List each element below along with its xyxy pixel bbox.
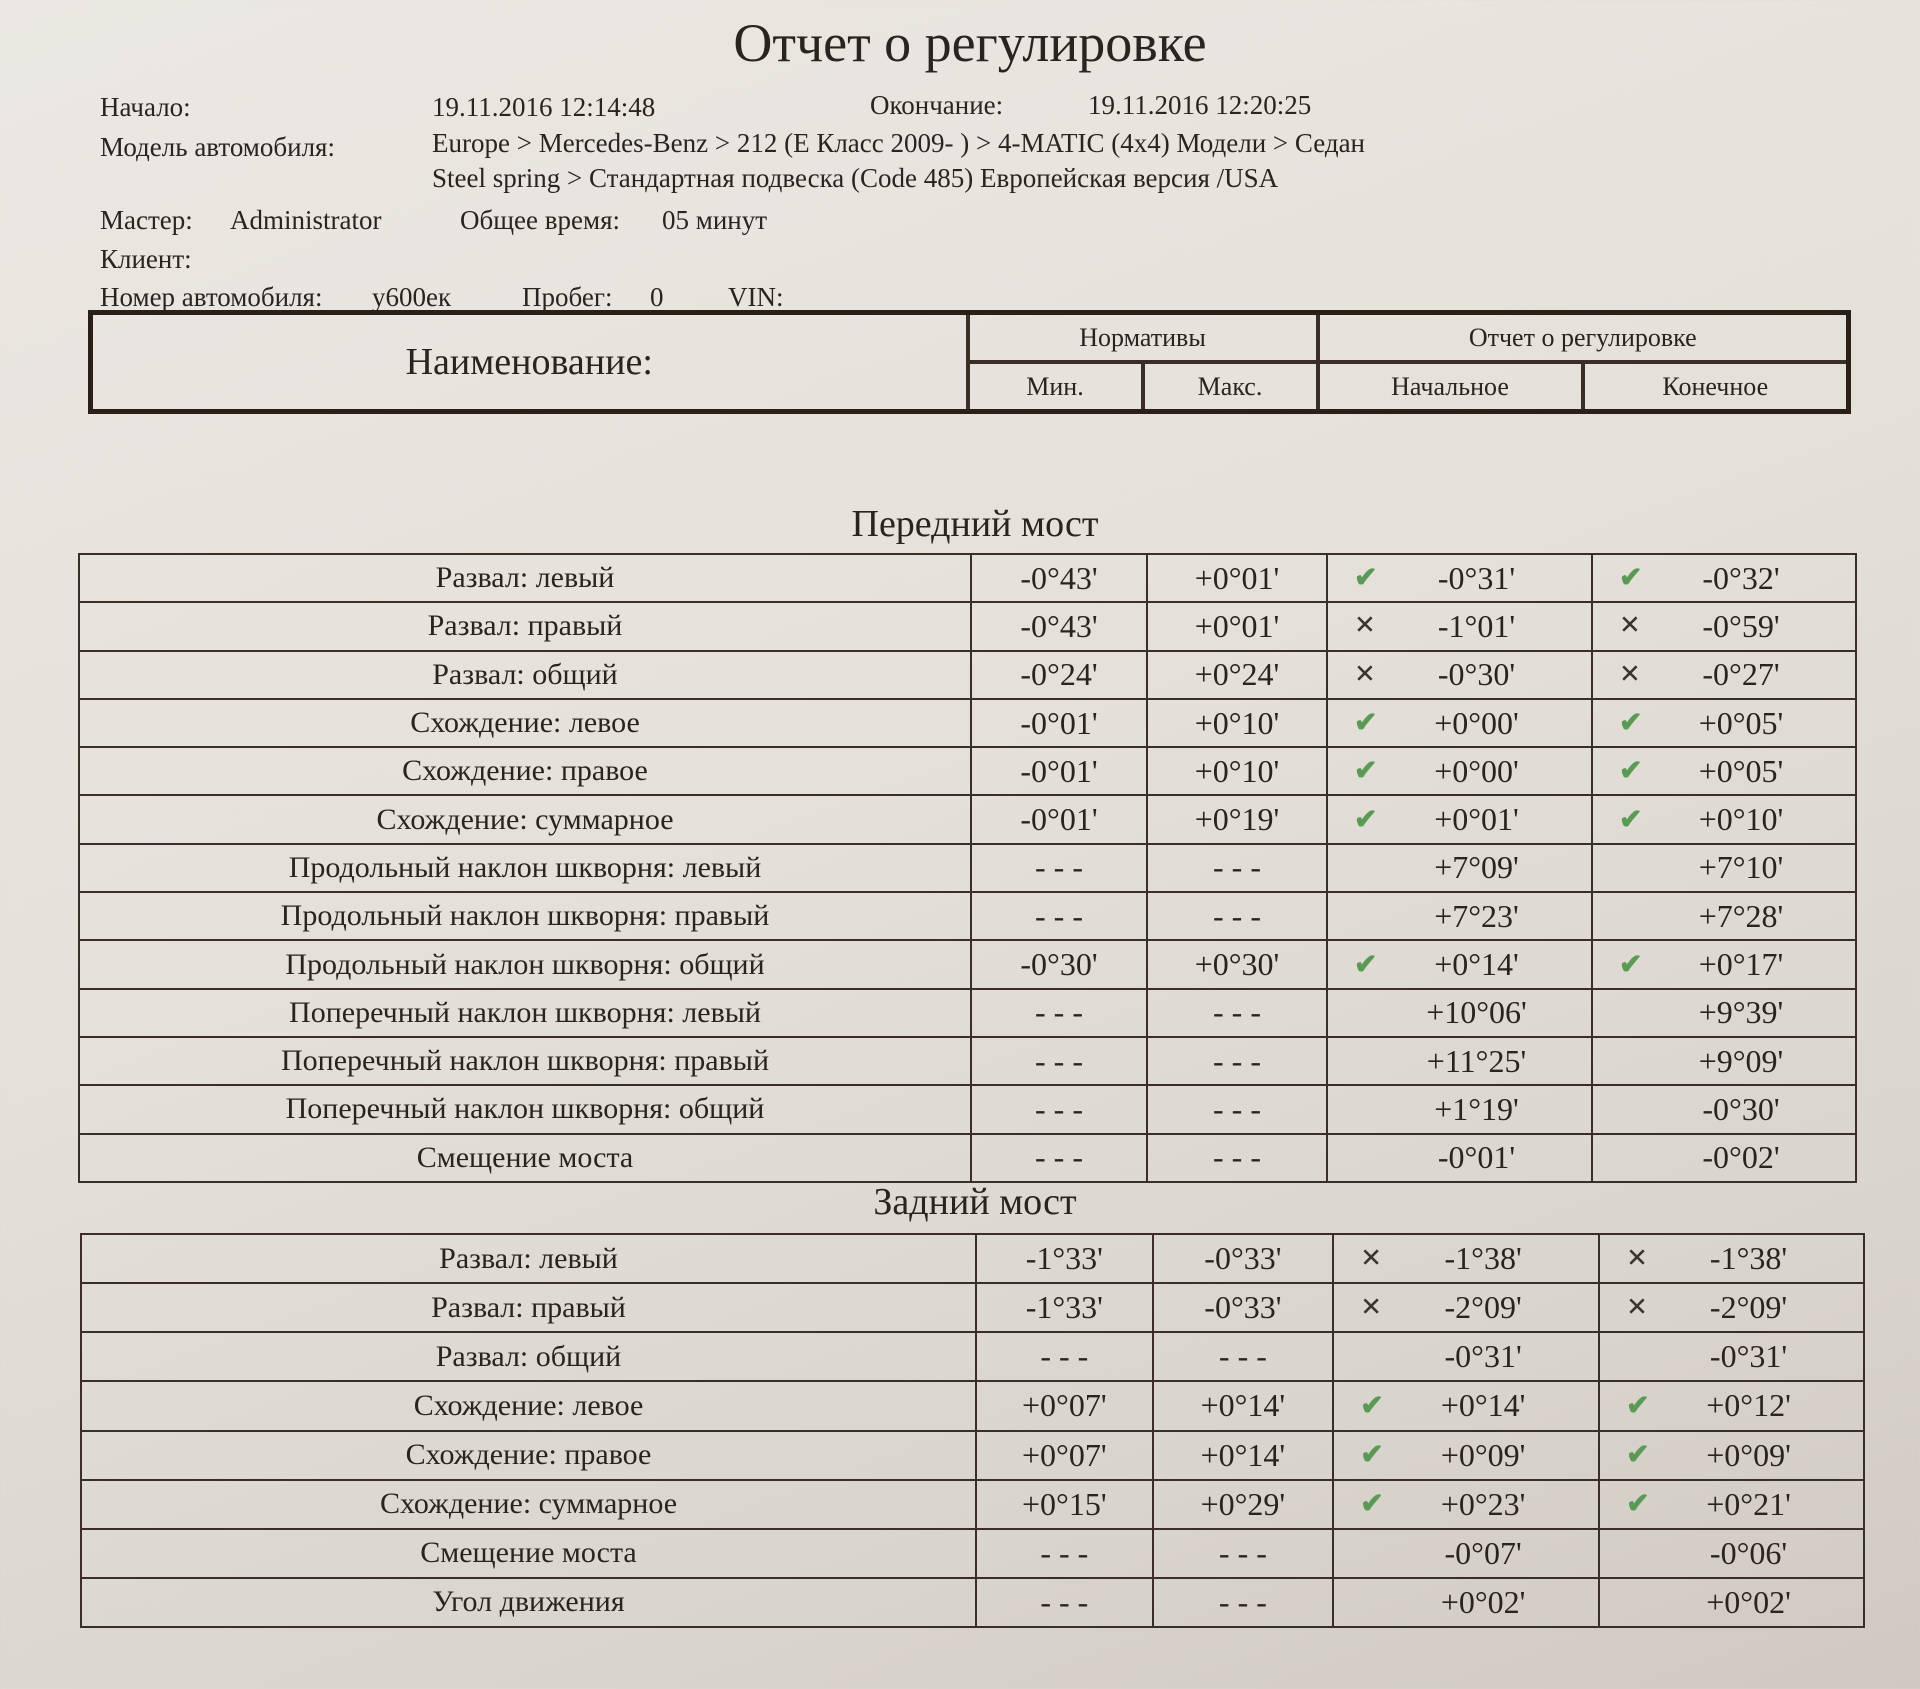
max-value: +0°14' — [1153, 1431, 1334, 1480]
initial-cell — [1333, 1234, 1599, 1283]
vin-label: VIN: — [728, 282, 784, 312]
table-row — [79, 1037, 1856, 1085]
final-cell — [1592, 844, 1856, 892]
table-row — [79, 602, 1856, 650]
final-value: +0°17' — [1698, 946, 1784, 983]
min-value: +0°07' — [976, 1431, 1153, 1480]
min-value: - - - — [976, 1332, 1153, 1381]
initial-cell — [1327, 1134, 1592, 1182]
header-norms: Нормативы — [968, 313, 1318, 363]
end-value: 19.11.2016 12:20:25 — [1088, 90, 1312, 120]
parameter-name: Схождение: левое — [81, 1381, 976, 1430]
initial-cell — [1327, 844, 1592, 892]
final-value: -0°31' — [1709, 1338, 1788, 1375]
final-cell — [1599, 1480, 1864, 1529]
parameter-name: Схождение: правое — [79, 747, 971, 795]
final-value: -0°27' — [1702, 656, 1780, 693]
start-value: 19.11.2016 12:14:48 — [432, 92, 656, 122]
mileage-label: Пробег: — [522, 282, 613, 312]
final-value: +0°21' — [1706, 1485, 1791, 1522]
initial-value: -0°30' — [1437, 656, 1516, 693]
final-value: -0°06' — [1709, 1534, 1788, 1571]
final-cell — [1599, 1332, 1864, 1381]
header-max: Макс. — [1143, 362, 1318, 412]
initial-cell — [1333, 1431, 1599, 1480]
parameter-name: Поперечный наклон шкворня: левый — [79, 989, 971, 1037]
check-icon: ✔ — [1619, 948, 1643, 980]
front-axle-title: Передний мост — [851, 503, 1099, 545]
max-value: +0°10' — [1147, 699, 1327, 747]
table-row — [79, 892, 1856, 940]
min-value: - - - — [971, 1037, 1147, 1085]
initial-value: +0°00' — [1434, 704, 1519, 741]
initial-value: +0°02' — [1440, 1583, 1526, 1620]
table-row — [79, 1085, 1856, 1133]
initial-value: -0°01' — [1437, 1139, 1516, 1176]
check-icon: ✔ — [1619, 755, 1643, 787]
max-value: - - - — [1153, 1332, 1334, 1381]
max-value: +0°01' — [1147, 602, 1327, 650]
table-row — [79, 795, 1856, 843]
table-row — [81, 1381, 1864, 1430]
max-value: +0°01' — [1147, 554, 1327, 602]
parameter-name: Схождение: левое — [79, 699, 971, 747]
final-value: +0°12' — [1706, 1387, 1791, 1424]
initial-value: +0°14' — [1434, 946, 1519, 983]
min-value: - - - — [976, 1578, 1153, 1627]
rear-axle-table — [80, 1233, 1865, 1628]
initial-value: -1°01' — [1437, 607, 1516, 644]
final-value: -0°30' — [1702, 1090, 1780, 1127]
parameter-name: Смещение моста — [81, 1529, 976, 1578]
table-row — [81, 1332, 1864, 1381]
max-value: - - - — [1147, 844, 1327, 892]
final-value: +0°05' — [1698, 704, 1784, 741]
master-value: Administrator — [230, 205, 382, 235]
max-value: +0°19' — [1147, 795, 1327, 843]
front-axle-table — [78, 553, 1857, 1183]
initial-value: +11°25' — [1426, 1042, 1527, 1079]
parameter-name: Развал: левый — [79, 554, 971, 602]
plate-value: у600ек — [372, 282, 452, 312]
table-row — [79, 940, 1856, 988]
max-value: +0°30' — [1147, 940, 1327, 988]
min-value: -0°01' — [971, 699, 1147, 747]
final-value: +0°09' — [1706, 1436, 1791, 1473]
initial-cell — [1327, 1085, 1592, 1133]
parameter-name: Угол движения — [81, 1578, 976, 1627]
cross-icon: ✕ — [1360, 1292, 1382, 1323]
final-value: +0°05' — [1698, 752, 1784, 789]
cross-icon: ✕ — [1354, 659, 1376, 690]
max-value: - - - — [1147, 1085, 1327, 1133]
start-label: Начало: — [100, 92, 191, 122]
parameter-name: Развал: общий — [81, 1332, 976, 1381]
min-value: - - - — [971, 892, 1147, 940]
final-value: -0°02' — [1702, 1139, 1780, 1176]
initial-value: +0°01' — [1434, 801, 1519, 838]
check-icon: ✔ — [1354, 707, 1378, 739]
initial-value: -2°09' — [1444, 1289, 1522, 1326]
model-line-1: Europe > Mercedes-Benz > 212 (E Класс 2009- ) > 4-MATIC (4x4) Модели > Седан — [432, 128, 1366, 158]
header-report: Отчет о регулировке — [1318, 313, 1849, 363]
initial-value: +7°09' — [1434, 849, 1519, 886]
check-icon: ✔ — [1354, 562, 1378, 594]
final-value: +0°02' — [1706, 1583, 1791, 1620]
cross-icon: ✕ — [1619, 610, 1641, 641]
final-cell — [1599, 1529, 1864, 1578]
check-icon: ✔ — [1360, 1390, 1384, 1422]
initial-cell — [1327, 699, 1592, 747]
check-icon: ✔ — [1626, 1488, 1650, 1520]
parameter-name: Развал: правый — [79, 602, 971, 650]
initial-value: +0°00' — [1434, 752, 1519, 789]
min-value: -0°24' — [971, 651, 1147, 699]
final-cell — [1592, 651, 1856, 699]
initial-value: -0°31' — [1437, 559, 1516, 596]
table-row — [81, 1480, 1864, 1529]
final-value: +7°10' — [1698, 849, 1784, 886]
final-cell — [1592, 554, 1856, 602]
initial-cell — [1327, 747, 1592, 795]
cross-icon: ✕ — [1619, 659, 1641, 690]
min-value: -0°01' — [971, 795, 1147, 843]
table-row — [79, 554, 1856, 602]
initial-value: +1°19' — [1434, 1090, 1519, 1127]
initial-cell — [1327, 651, 1592, 699]
min-value: - - - — [971, 844, 1147, 892]
time-value: 05 минут — [662, 205, 768, 235]
final-cell — [1592, 602, 1856, 650]
min-value: - - - — [971, 1134, 1147, 1182]
min-value: -0°01' — [971, 747, 1147, 795]
max-value: +0°14' — [1153, 1381, 1334, 1430]
final-cell — [1592, 1037, 1856, 1085]
max-value: - - - — [1153, 1578, 1334, 1627]
initial-cell — [1327, 554, 1592, 602]
final-cell — [1599, 1234, 1864, 1283]
header-name: Наименование: — [91, 313, 968, 412]
initial-value: -1°38' — [1444, 1240, 1522, 1277]
min-value: -0°43' — [971, 554, 1147, 602]
initial-cell — [1327, 1037, 1592, 1085]
min-value: - - - — [971, 1085, 1147, 1133]
min-value: -0°30' — [971, 940, 1147, 988]
max-value: -0°33' — [1153, 1234, 1334, 1283]
table-row — [79, 747, 1856, 795]
initial-cell — [1333, 1578, 1599, 1627]
check-icon: ✔ — [1360, 1488, 1384, 1520]
parameter-name: Продольный наклон шкворня: левый — [79, 844, 971, 892]
table-row — [79, 989, 1856, 1037]
master-label: Мастер: — [100, 205, 193, 235]
table-row — [81, 1283, 1864, 1332]
check-icon: ✔ — [1354, 803, 1378, 835]
final-cell — [1599, 1381, 1864, 1430]
final-value: +0°10' — [1698, 801, 1784, 838]
max-value: - - - — [1147, 1134, 1327, 1182]
table-row — [79, 844, 1856, 892]
table-row — [81, 1234, 1864, 1283]
final-cell — [1592, 747, 1856, 795]
initial-cell — [1333, 1381, 1599, 1430]
min-value: +0°15' — [976, 1480, 1153, 1529]
table-row — [79, 1134, 1856, 1182]
final-cell — [1599, 1431, 1864, 1480]
initial-cell — [1333, 1480, 1599, 1529]
final-cell — [1592, 940, 1856, 988]
max-value: -0°33' — [1153, 1283, 1334, 1332]
parameter-name: Смещение моста — [79, 1134, 971, 1182]
table-row — [79, 699, 1856, 747]
column-header-table — [88, 310, 1851, 414]
max-value: - - - — [1153, 1529, 1334, 1578]
min-value: -1°33' — [976, 1234, 1153, 1283]
table-row — [81, 1431, 1864, 1480]
check-icon: ✔ — [1360, 1439, 1384, 1471]
min-value: -0°43' — [971, 602, 1147, 650]
plate-label: Номер автомобиля: — [100, 282, 323, 312]
initial-cell — [1327, 795, 1592, 843]
initial-value: -0°31' — [1444, 1338, 1522, 1375]
max-value: - - - — [1147, 892, 1327, 940]
initial-value: +7°23' — [1434, 897, 1519, 934]
model-label: Модель автомобиля: — [100, 132, 335, 162]
min-value: - - - — [976, 1529, 1153, 1578]
check-icon: ✔ — [1619, 707, 1643, 739]
initial-cell — [1333, 1529, 1599, 1578]
initial-value: +10°06' — [1426, 994, 1527, 1031]
parameter-name: Продольный наклон шкворня: правый — [79, 892, 971, 940]
parameter-name: Схождение: суммарное — [79, 795, 971, 843]
parameter-name: Развал: общий — [79, 651, 971, 699]
check-icon: ✔ — [1354, 755, 1378, 787]
parameter-name: Развал: правый — [81, 1283, 976, 1332]
max-value: - - - — [1147, 1037, 1327, 1085]
header-final: Конечное — [1583, 362, 1849, 412]
max-value: +0°24' — [1147, 651, 1327, 699]
final-value: +7°28' — [1698, 897, 1784, 934]
initial-cell — [1333, 1283, 1599, 1332]
parameter-name: Поперечный наклон шкворня: правый — [79, 1037, 971, 1085]
final-value: -1°38' — [1709, 1240, 1788, 1277]
cross-icon: ✕ — [1354, 610, 1376, 641]
parameter-name: Схождение: суммарное — [81, 1480, 976, 1529]
final-cell — [1599, 1578, 1864, 1627]
final-cell — [1592, 892, 1856, 940]
initial-value: +0°14' — [1440, 1387, 1526, 1424]
header-min: Мин. — [968, 362, 1143, 412]
cross-icon: ✕ — [1626, 1292, 1648, 1323]
header-initial: Начальное — [1318, 362, 1583, 412]
final-cell — [1592, 1085, 1856, 1133]
table-row — [81, 1578, 1864, 1627]
time-label: Общее время: — [460, 205, 620, 235]
table-row — [79, 651, 1856, 699]
final-cell — [1592, 989, 1856, 1037]
final-value: +9°09' — [1698, 1042, 1784, 1079]
final-cell — [1592, 699, 1856, 747]
final-cell — [1599, 1283, 1864, 1332]
initial-cell — [1327, 989, 1592, 1037]
initial-value: +0°23' — [1440, 1485, 1526, 1522]
check-icon: ✔ — [1626, 1439, 1650, 1471]
initial-cell — [1327, 602, 1592, 650]
table-row — [81, 1529, 1864, 1578]
max-value: +0°29' — [1153, 1480, 1334, 1529]
final-cell — [1592, 1134, 1856, 1182]
cross-icon: ✕ — [1360, 1242, 1382, 1273]
parameter-name: Продольный наклон шкворня: общий — [79, 940, 971, 988]
final-value: -0°59' — [1702, 607, 1780, 644]
min-value: -1°33' — [976, 1283, 1153, 1332]
rear-axle-title: Задний мост — [873, 1181, 1077, 1223]
report-title: Отчет о регулировке — [733, 13, 1207, 73]
max-value: - - - — [1147, 989, 1327, 1037]
client-label: Клиент: — [100, 244, 192, 274]
min-value: - - - — [971, 989, 1147, 1037]
initial-cell — [1327, 892, 1592, 940]
check-icon: ✔ — [1619, 562, 1643, 594]
final-value: +9°39' — [1698, 994, 1784, 1031]
max-value: +0°10' — [1147, 747, 1327, 795]
cross-icon: ✕ — [1626, 1242, 1648, 1273]
parameter-name: Схождение: правое — [81, 1431, 976, 1480]
end-label: Окончание: — [870, 90, 1004, 120]
model-line-2: Steel spring > Стандартная подвеска (Code 485) Европейская версия /USA — [432, 163, 1279, 193]
mileage-value: 0 — [650, 282, 664, 312]
check-icon: ✔ — [1626, 1390, 1650, 1422]
initial-cell — [1333, 1332, 1599, 1381]
final-cell — [1592, 795, 1856, 843]
final-value: -0°32' — [1702, 559, 1780, 596]
initial-cell — [1327, 940, 1592, 988]
initial-value: -0°07' — [1444, 1534, 1522, 1571]
check-icon: ✔ — [1619, 803, 1643, 835]
check-icon: ✔ — [1354, 948, 1378, 980]
parameter-name: Развал: левый — [81, 1234, 976, 1283]
final-value: -2°09' — [1709, 1289, 1788, 1326]
min-value: +0°07' — [976, 1381, 1153, 1430]
parameter-name: Поперечный наклон шкворня: общий — [79, 1085, 971, 1133]
initial-value: +0°09' — [1440, 1436, 1526, 1473]
